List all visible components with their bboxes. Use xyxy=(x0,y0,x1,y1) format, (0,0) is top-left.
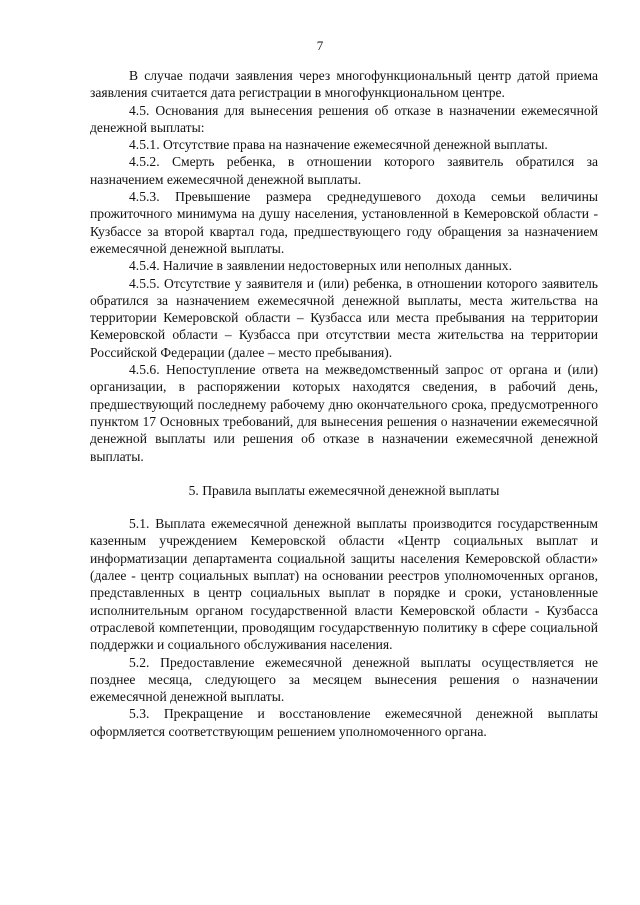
paragraph-4-5: 4.5. Основания для вынесения решения об отказе в назначении ежемесячной денежной выплаты: xyxy=(90,102,598,135)
paragraph-4-5-1: 4.5.1. Отсутствие права на назначение ежемесячной денежной выплаты. xyxy=(129,137,548,153)
paragraph-4-5-6: 4.5.6. Непоступление ответа на межведомственный запрос от органа и (или) организации, в распоряжении которых находятся сведения, в рабочий день, предшествующий последнему рабочему дню окончательного срока, предусмотренного пунктом 17 Основных требований, для вынесения решения о назначении ежемесячной денежной выплаты или решения об отказе в назначении ежемесячной денежной выплаты. xyxy=(90,362,598,464)
paragraph-5-2: 5.2. Предоставление ежемесячной денежной выплаты осуществляется не позднее месяца, следующего за месяцем вынесения решения о назначении ежемесячной денежной выплаты. xyxy=(90,654,598,705)
paragraph-4-5-5: 4.5.5. Отсутствие у заявителя и (или) ребенка, в отношении которого заявитель обратился за назначением ежемесячной денежной выплаты, места жительства на территории Кемеровской области – Кузбасса или места пребывания на территории Кемеровской области – Кузбасса при отсутствии места жительства на территории Российской Федерации (далее – место пребывания). xyxy=(90,275,598,360)
paragraph-5-1: 5.1. Выплата ежемесячной денежной выплаты производится государственным казенным учреждением Кемеровской области «Центр социальных выплат и информатизации департамента социальной защиты населения Кемеровской области» (далее - центр социальных выплат) на основании реестров уполномоченных органов, представленных в центр социальных выплат в порядке и сроки, установленные исполнительным органом государственной власти Кемеровской области - Кузбасса отраслевой компетенции, проводящим государственную политику в сфере социальной поддержки и социального обслуживания населения. xyxy=(90,516,598,653)
paragraph-4-5-3: 4.5.3. Превышение размера среднедушевого дохода семьи величины прожиточного минимума на душу населения, установленной в Кемеровской области - Кузбассе за второй квартал года, предшествующего году обращения за назначением ежемесячной денежной выплаты. xyxy=(90,189,598,256)
paragraph-4-5-4: 4.5.4. Наличие в заявлении недостоверных или неполных данных. xyxy=(129,258,513,274)
page-number: 7 xyxy=(316,38,324,53)
document-body xyxy=(90,67,598,740)
paragraph-4-5-2: 4.5.2. Смерть ребенка, в отношении которого заявитель обратился за назначением ежемесячной денежной выплаты. xyxy=(90,154,598,187)
section-title: 5. Правила выплаты ежемесячной денежной выплаты xyxy=(188,482,500,498)
paragraph-5-3: 5.3. Прекращение и восстановление ежемесячной денежной выплаты оформляется соответствующим решением уполномоченного органа. xyxy=(90,706,598,739)
paragraph-mfc-date: В случае подачи заявления через многофункциональный центр датой приема заявления считается дата регистрации в многофункциональном центре. xyxy=(90,68,598,101)
